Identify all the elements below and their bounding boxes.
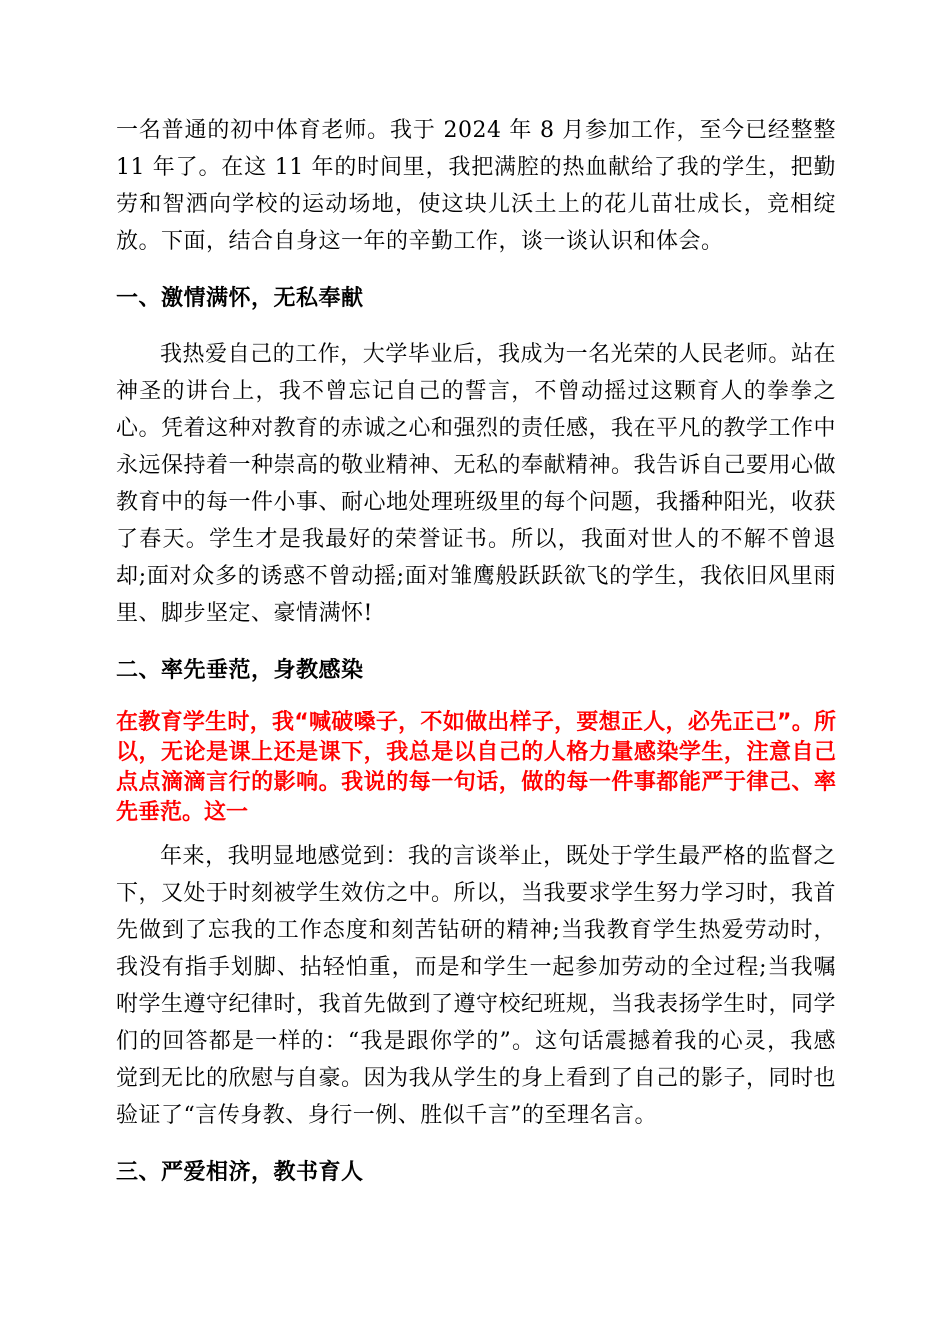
section-2-highlight-paragraph: 在教育学生时，我“喊破嗓子，不如做出样子，要想正人，必先正己”。所以，无论是课上还是课下，我总是以自己的人格力量感染学生，注意自己点点滴滴言行的影响。我说的每一句话，做的每一件事都能严于律己、率先垂范。这一: [116, 710, 836, 825]
section-2-heading: 二、率先垂范，身教感染: [116, 658, 364, 683]
spacer: [116, 317, 836, 336]
spacer: [116, 828, 836, 838]
section-3-heading: 三、严爱相济，教书育人: [116, 1160, 364, 1185]
section-2-paragraph: 年来，我明显地感觉到：我的言谈举止，既处于学生最严格的监督之下，又处于时刻被学生效仿之中。所以，当我要求学生努力学习时，我首先做到了忘我的工作态度和刻苦钻研的精神;当我教育学生热爱劳动时，我没有指手划脚、拈轻怕重，而是和学生一起参加劳动的全过程;当我嘱咐学生遵守纪律时，我首先做到了遵守校纪班规，当我表扬学生时，同学们的回答都是一样的：“我是跟你学的”。这句话震撼着我的心灵，我感觉到无比的欣慰与自豪。因为我从学生的身上看到了自己的影子，同时也验证了“言传身教、身行一例、胜似千言”的至理名言。: [116, 844, 837, 1128]
spacer: [116, 632, 836, 652]
spacer: [116, 689, 836, 708]
section-1-paragraph: 我热爱自己的工作，大学毕业后，我成为一名光荣的人民老师。站在神圣的讲台上，我不曾忘记自己的誓言，不曾动摇过这颗育人的拳拳之心。凭着这种对教育的赤诚之心和强烈的责任感，我在平凡的教学工作中永远保持着一种崇高的敬业精神、无私的奉献精神。我告诉自己要用心做教育中的每一件小事、耐心地处理班级里的每个问题，我播种阳光，收获了春天。学生才是我最好的荣誉证书。所以，我面对世人的不解不曾退却;面对众多的诱惑不曾动摇;面对雏鹰般跃跃欲飞的学生，我依旧风里雨里、脚步坚定、豪情满怀!: [116, 342, 837, 626]
section-1-heading: 一、激情满怀，无私奉献: [116, 286, 364, 311]
spacer: [116, 1134, 836, 1154]
intro-paragraph: 一名普通的初中体育老师。我于 2024 年 8 月参加工作，至今已经整整 11 年了。在这 11 年的时间里，我把满腔的热血献给了我的学生，把勤劳和智洒向学校的运动场地，使这块儿沃土上的花儿苗壮成长，竞相绽放。下面，结合自身这一年的辛勤工作，谈一谈认识和体会。: [116, 118, 836, 254]
spacer: [116, 260, 836, 280]
document-page: [116, 112, 836, 1191]
